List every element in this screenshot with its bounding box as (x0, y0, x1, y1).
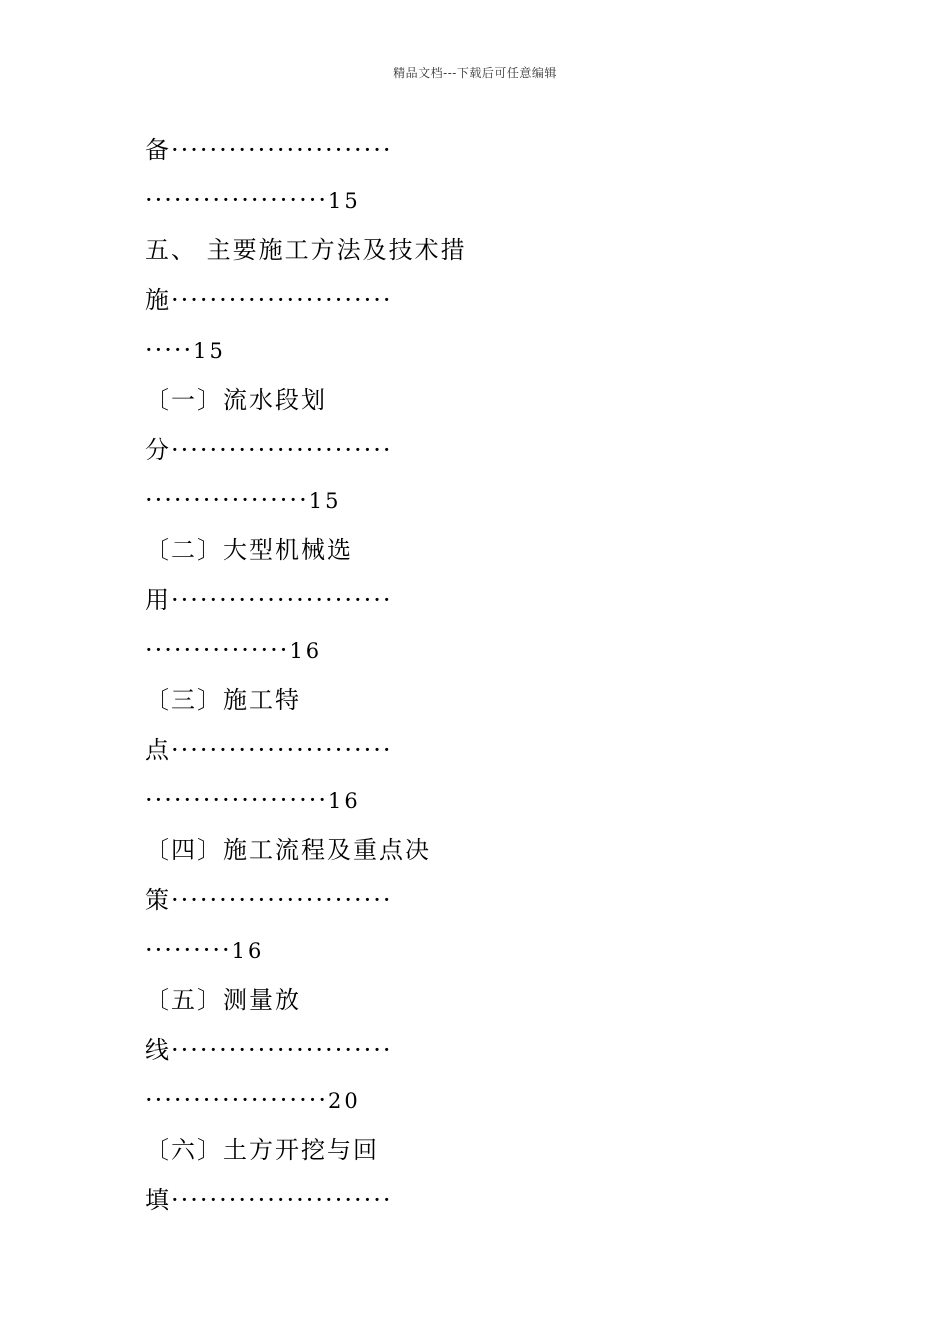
toc-text: 〔二〕大型机械选 (145, 536, 353, 564)
toc-line (145, 1075, 785, 1125)
toc-line (145, 1025, 785, 1075)
toc-line (145, 175, 785, 225)
toc-text: 〔一〕流水段划 (145, 386, 327, 414)
toc-page-number: 15 (308, 489, 342, 513)
toc-line (145, 1175, 785, 1225)
toc-text: 五、 主要施工方法及技术措 (145, 236, 467, 264)
toc-line (145, 725, 785, 775)
toc-line (145, 275, 785, 325)
toc-line (145, 325, 785, 375)
toc-line (145, 1125, 785, 1175)
toc-text: 用······················· (145, 586, 393, 614)
toc-line (145, 125, 785, 175)
toc-line (145, 375, 785, 425)
toc-line (145, 625, 785, 675)
toc-text: ··················· (145, 1086, 328, 1114)
toc-line (145, 575, 785, 625)
toc-text: 〔四〕施工流程及重点决 (145, 836, 431, 864)
page-header: 精品文档---下载后可任意编辑 (393, 66, 557, 80)
toc-text: ··················· (145, 186, 328, 214)
table-of-contents (145, 125, 785, 1225)
toc-line (145, 675, 785, 725)
toc-text: ····· (145, 336, 194, 364)
toc-line (145, 925, 785, 975)
toc-text: 〔三〕施工特 (145, 686, 301, 714)
toc-line (145, 225, 785, 275)
toc-line (145, 475, 785, 525)
toc-text: 线······················· (145, 1036, 393, 1064)
toc-page-number: 16 (289, 639, 323, 663)
toc-text: 填······················· (145, 1186, 393, 1214)
toc-page-number: 20 (327, 1089, 361, 1113)
toc-page-number: 16 (327, 789, 361, 813)
toc-page-number: 15 (327, 189, 361, 213)
toc-line (145, 775, 785, 825)
toc-line (145, 875, 785, 925)
toc-line (145, 975, 785, 1025)
toc-text: 〔六〕土方开挖与回 (145, 1136, 379, 1164)
toc-text: ··················· (145, 786, 328, 814)
toc-text: 分······················· (145, 436, 393, 464)
toc-text: ··············· (145, 636, 290, 664)
toc-page-number: 15 (193, 339, 226, 363)
toc-line (145, 425, 785, 475)
toc-text: 施······················· (145, 286, 393, 314)
toc-text: 备······················· (145, 136, 393, 164)
toc-text: 点······················· (145, 736, 393, 764)
toc-text: ········· (145, 936, 232, 964)
toc-page-number: 16 (231, 939, 265, 963)
toc-line (145, 825, 785, 875)
toc-text: 〔五〕测量放 (145, 986, 301, 1014)
toc-text: 策······················· (145, 886, 393, 914)
toc-line (145, 525, 785, 575)
toc-text: ················· (145, 486, 309, 514)
